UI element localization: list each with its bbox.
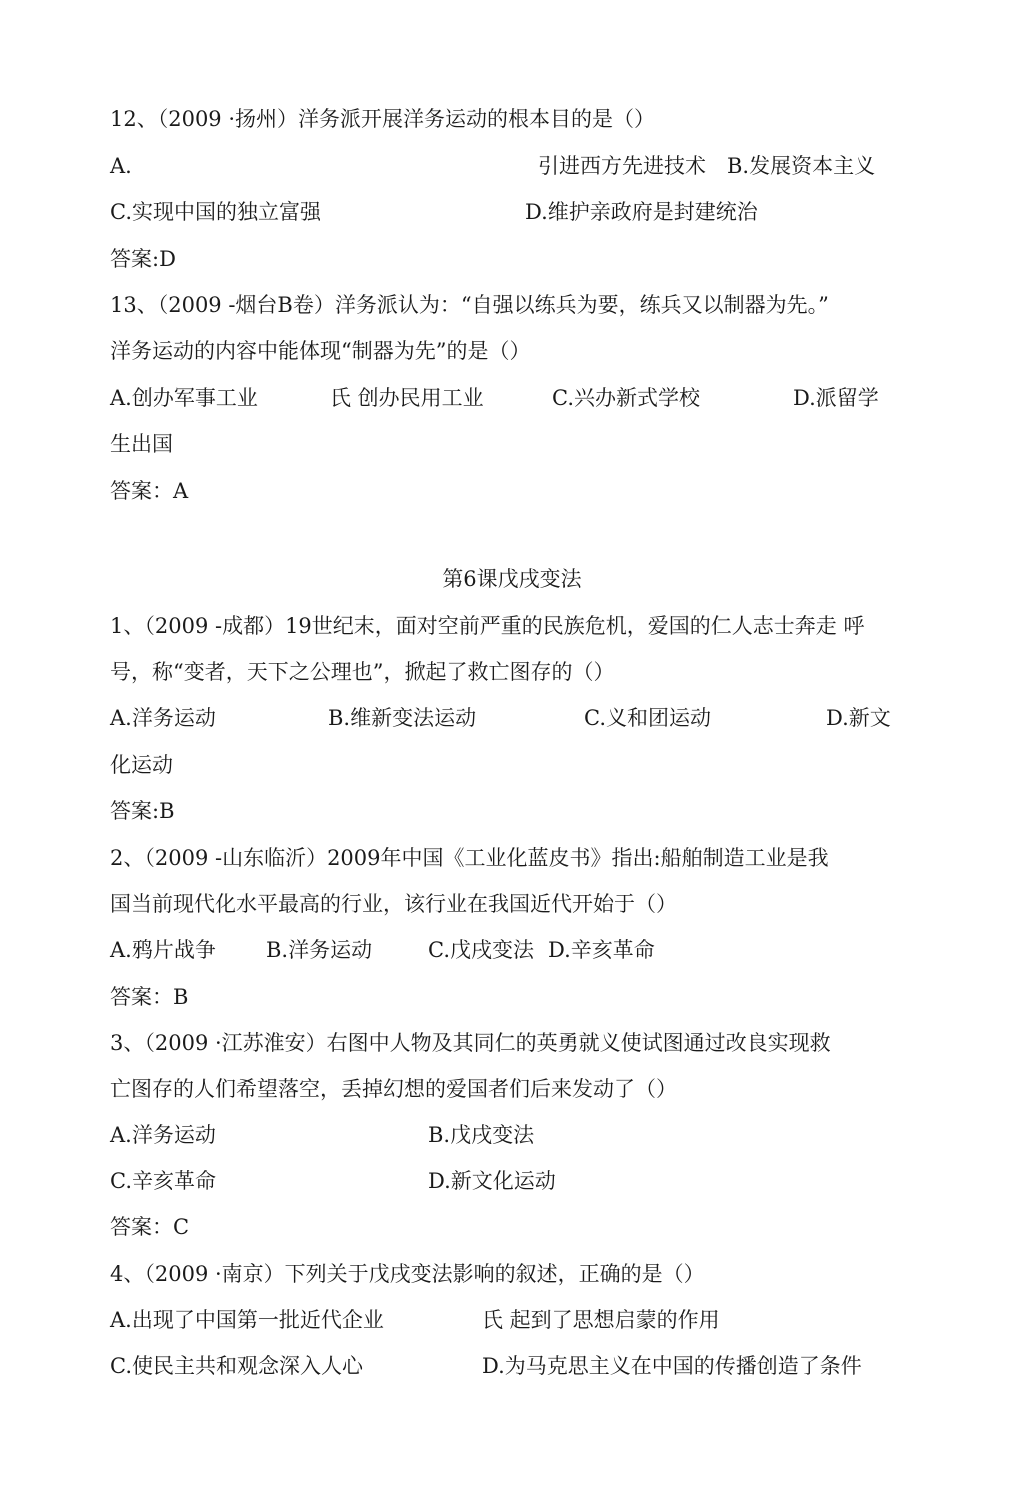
l2-option-b: B.洋务运动	[266, 938, 373, 962]
q12-option-b: B.发展资本主义	[727, 154, 876, 178]
l1-option-a: A.洋务运动	[110, 706, 216, 730]
l3-stem-line1: 3、（2009 ·江苏淮安）右图中人物及其同仁的英勇就义使试图通过改良实现救	[110, 1031, 831, 1055]
l1-stem-line2: 号，称“变者，天下之公理也”，掀起了救亡图存的（）	[110, 660, 615, 684]
l1-option-d-continued: 化运动	[110, 753, 173, 777]
l3-stem-line2: 亡图存的人们希望落空，丢掉幻想的爱国者们后来发动了（）	[110, 1077, 677, 1101]
q13-stem-line1: 13、（2009 -烟台B卷）洋务派认为：“自强以练兵为要，练兵又以制器为先。”	[110, 293, 829, 317]
l3-answer: 答案：C	[110, 1215, 190, 1239]
l1-option-b: B.维新变法运动	[328, 706, 477, 730]
q12-option-a-letter: A.	[110, 154, 132, 178]
q13-option-c: C.兴办新式学校	[552, 386, 700, 410]
q13-option-a: A.创办军事工业	[110, 386, 258, 410]
l2-answer: 答案：B	[110, 985, 189, 1009]
l4-option-c: C.使民主共和观念深入人心	[110, 1354, 363, 1378]
q13-option-d: D.派留学	[793, 386, 879, 410]
l3-option-c: C.辛亥革命	[110, 1169, 216, 1193]
l4-option-a: A.出现了中国第一批近代企业	[110, 1308, 384, 1332]
q13-option-b: 氏 创办民用工业	[330, 386, 484, 410]
l2-option-c: C.戊戌变法	[428, 938, 534, 962]
l4-option-b: 氏 起到了思想启蒙的作用	[482, 1308, 720, 1332]
l2-stem-line1: 2、（2009 -山东临沂）2009年中国《工业化蓝皮书》指出:船舶制造工业是我	[110, 846, 829, 870]
l2-option-a: A.鸦片战争	[110, 938, 216, 962]
q13-answer: 答案：A	[110, 479, 189, 503]
l2-stem-line2: 国当前现代化水平最高的行业，该行业在我国近代开始于（）	[110, 892, 677, 916]
q12-option-a-text: 引进西方先进技术	[538, 154, 706, 178]
q12-answer: 答案:D	[110, 247, 176, 271]
l1-option-c: C.义和团运动	[584, 706, 711, 730]
q12-option-c: C.实现中国的独立富强	[110, 200, 321, 224]
q12-option-d: D.维护亲政府是封建统治	[525, 200, 758, 224]
q12-stem: 12、（2009 ·扬州）洋务派开展洋务运动的根本目的是（）	[110, 107, 656, 131]
l3-option-d: D.新文化运动	[428, 1169, 556, 1193]
l1-stem-line1: 1、（2009 -成都）19世纪末，面对空前严重的民族危机，爱国的仁人志士奔走 呼	[110, 614, 865, 638]
l2-option-d: D.辛亥革命	[548, 938, 655, 962]
l3-option-a: A.洋务运动	[110, 1123, 216, 1147]
lesson-title: 第6课戊戌变法	[442, 567, 582, 591]
l1-answer: 答案:B	[110, 799, 175, 823]
l1-option-d: D.新文	[826, 706, 891, 730]
l3-option-b: B.戊戌变法	[428, 1123, 535, 1147]
l4-option-d: D.为马克思主义在中国的传播创造了条件	[482, 1354, 862, 1378]
q13-stem-line2: 洋务运动的内容中能体现“制器为先”的是（）	[110, 339, 531, 363]
q13-option-d-continued: 生出国	[110, 432, 173, 456]
l4-stem: 4、（2009 ·南京）下列关于戊戌变法影响的叙述，正确的是（）	[110, 1262, 705, 1286]
